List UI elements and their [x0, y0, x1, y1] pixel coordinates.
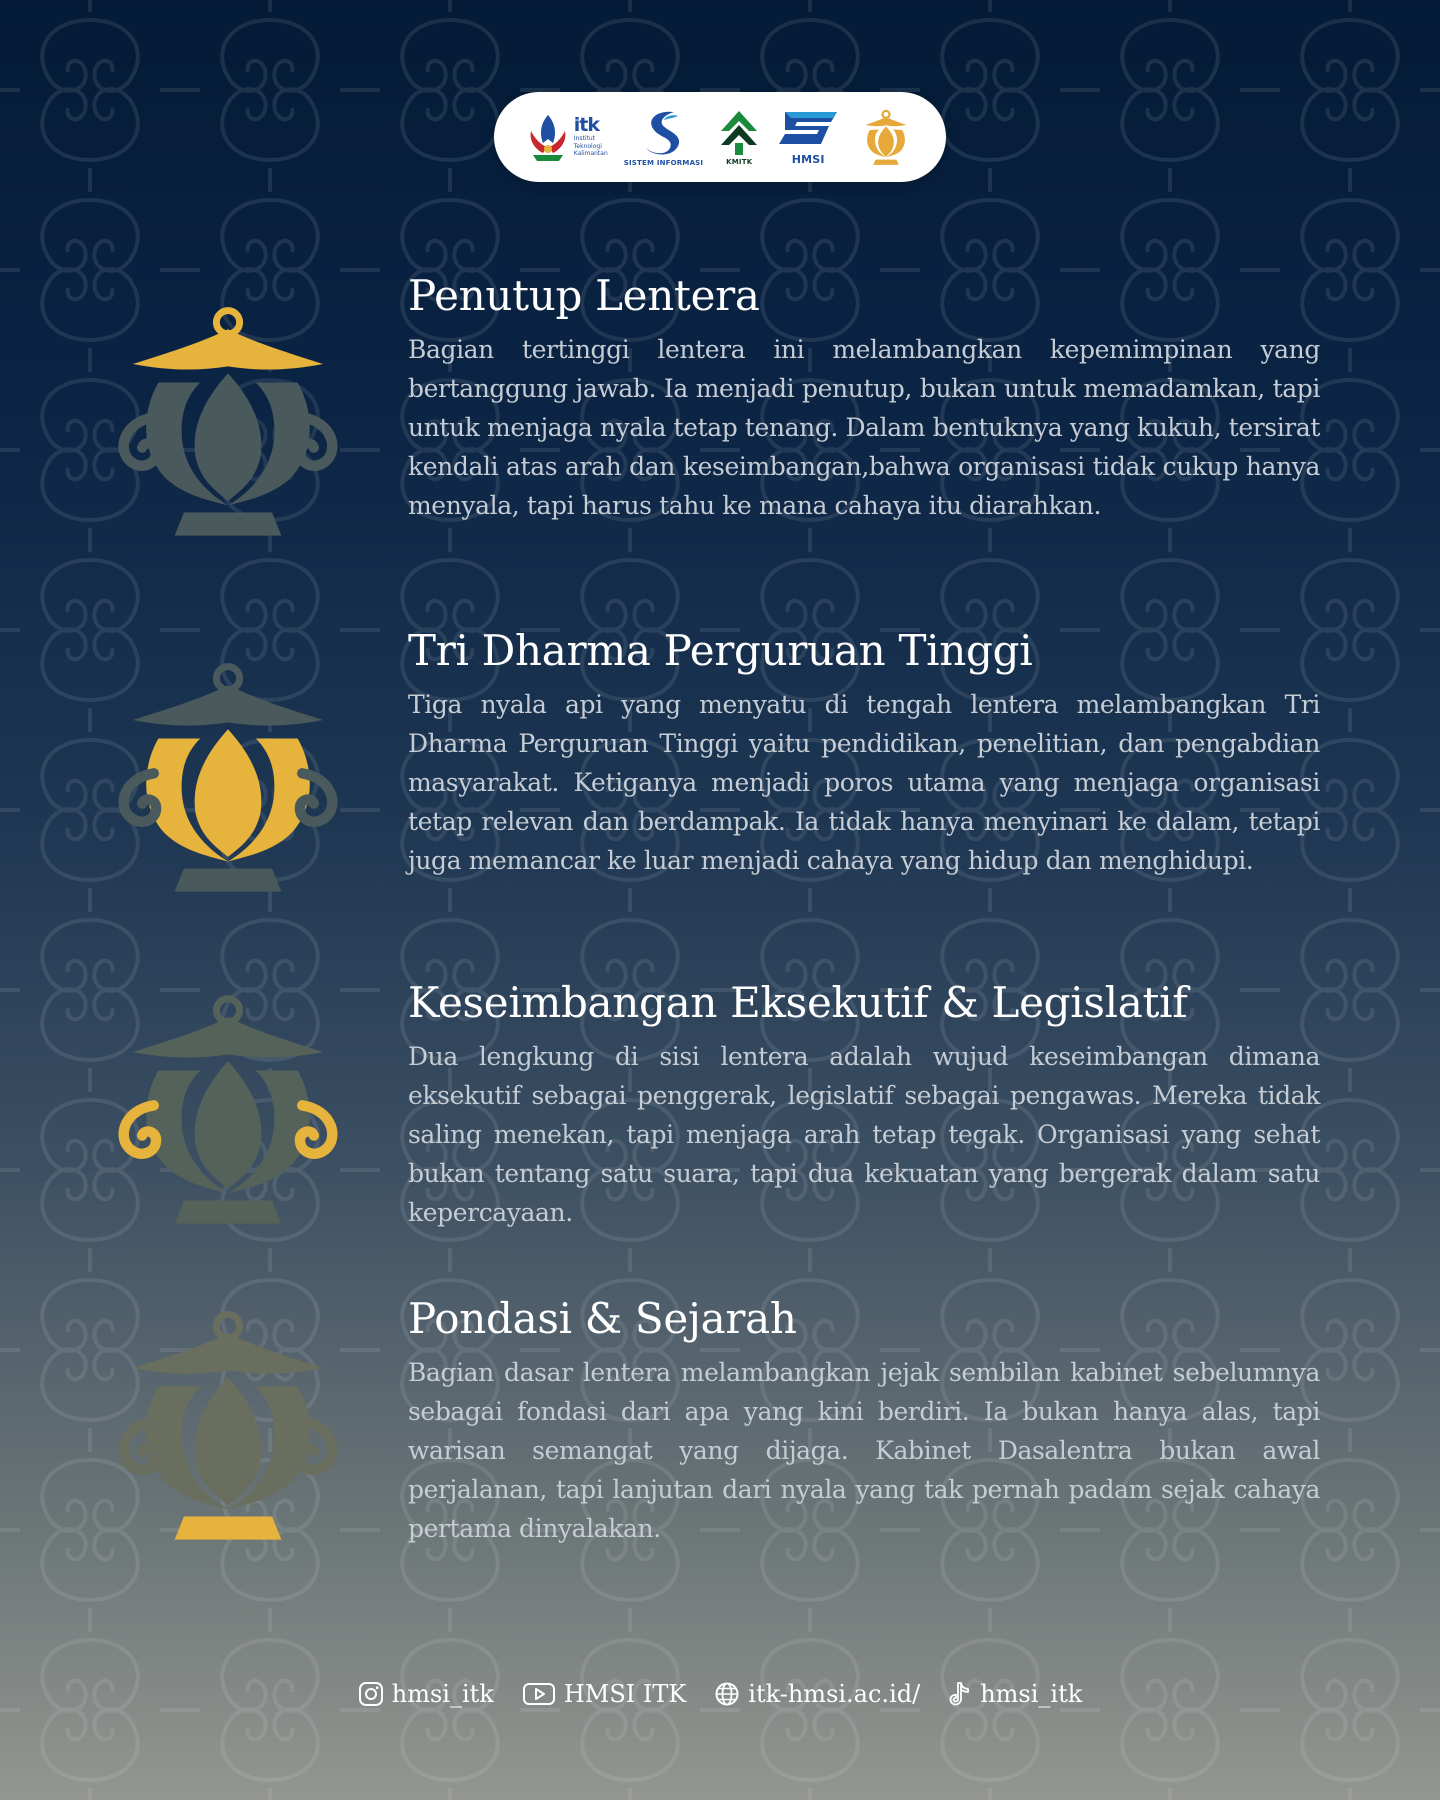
kmitk-logo [719, 109, 759, 166]
section-body: Tiga nyala api yang menyatu di tengah lentera melambangkan Tri Dharma Perguruan Tinggi yaitu pendidikan, penelitian, dan pengabdian masyarakat. Ketiganya menjadi poros utama yang menjaga organisasi tetap relevan dan berdampak. Ia tidak hanya menyinari ke dalam, tetapi juga memancar ke luar menjadi cahaya yang hidup dan menghidupi. [408, 690, 1320, 876]
social-links-footer [0, 1674, 1440, 1714]
sistem-informasi-s-icon [634, 108, 694, 158]
itk-subline: Institut [573, 134, 595, 142]
section-title: Tri Dharma Perguruan Tinggi [408, 626, 1033, 675]
hmsi-logo [775, 108, 841, 166]
itk-wordmark: itk [573, 113, 599, 136]
section-title: Pondasi & Sejarah [408, 1294, 797, 1343]
youtube-link[interactable] [522, 1680, 686, 1708]
itk-logo [525, 109, 608, 165]
lantern-flames-highlight-icon [112, 662, 344, 894]
lantern-cap-highlight-icon [112, 306, 344, 538]
section-penutup-lentera [408, 272, 1320, 525]
section-body: Dua lengkung di sisi lentera adalah wujud keseimbangan dimana eksekutif sebagai penggerak, legislatif sebagai pengawas. Mereka tidak saling menekan, tapi menjaga arah tetap tegak. Organisasi yang sehat bukan tentang satu suara, tapi dua kekuatan yang bergerak dalam satu kepercayaan. [408, 1042, 1320, 1228]
website-url: itk-hmsi.ac.id/ [748, 1680, 921, 1708]
tiktok-link[interactable] [948, 1680, 1082, 1708]
instagram-handle: hmsi_itk [391, 1680, 494, 1708]
section-pondasi-sejarah [408, 1295, 1320, 1548]
section-title: Penutup Lentera [408, 271, 760, 320]
kmitk-caption: KMITK [726, 157, 753, 166]
itk-subline: Kalimantan [573, 150, 608, 158]
partner-logos-bar [494, 92, 946, 182]
section-tri-dharma [408, 627, 1320, 880]
sistem-informasi-logo [624, 108, 703, 167]
section-body: Bagian tertinggi lentera ini melambangkan kepemimpinan yang bertanggung jawab. Ia menjadi penutup, bukan untuk memadamkan, tapi untuk menjaga nyala tetap tenang. Dalam bentuknya yang kukuh, tersirat kendali atas arah dan keseimbangan,bahwa organisasi tidak cukup hanya menyala, tapi harus tahu ke mana cahaya itu diarahkan. [408, 335, 1320, 521]
section-body: Bagian dasar lentera melambangkan jejak sembilan kabinet sebelumnya sebagai fondasi dari apa yang kini berdiri. Ia bukan hanya alas, tapi warisan semangat yang dijaga. Kabinet Dasalentra bukan awal perjalanan, tapi lanjutan dari nyala yang tak pernah padam sejak cahaya pertama dinyalakan. [408, 1358, 1320, 1544]
globe-icon [714, 1681, 740, 1707]
hmsi-s-icon [775, 108, 841, 152]
section-title: Keseimbangan Eksekutif & Legislatif [408, 978, 1188, 1027]
kmitk-mountain-icon [719, 109, 759, 157]
youtube-channel: HMSI ITK [563, 1680, 687, 1708]
section-keseimbangan [408, 979, 1320, 1232]
tiktok-handle: hmsi_itk [980, 1680, 1083, 1708]
tiktok-icon [948, 1681, 972, 1707]
lantern-emblem-icon [857, 108, 915, 166]
lantern-handles-highlight-icon [112, 994, 344, 1226]
youtube-icon [522, 1681, 556, 1707]
lantern-emblem-logo [857, 108, 915, 166]
hmsi-caption: HMSI [791, 153, 825, 166]
lantern-base-highlight-icon [112, 1310, 344, 1542]
instagram-link[interactable] [358, 1680, 494, 1708]
instagram-icon [358, 1681, 384, 1707]
website-link[interactable] [714, 1680, 920, 1708]
sistem-informasi-caption: SISTEM INFORMASI [623, 158, 704, 167]
itk-hornbill-icon [525, 109, 571, 165]
itk-subline: Teknologi [573, 142, 602, 150]
